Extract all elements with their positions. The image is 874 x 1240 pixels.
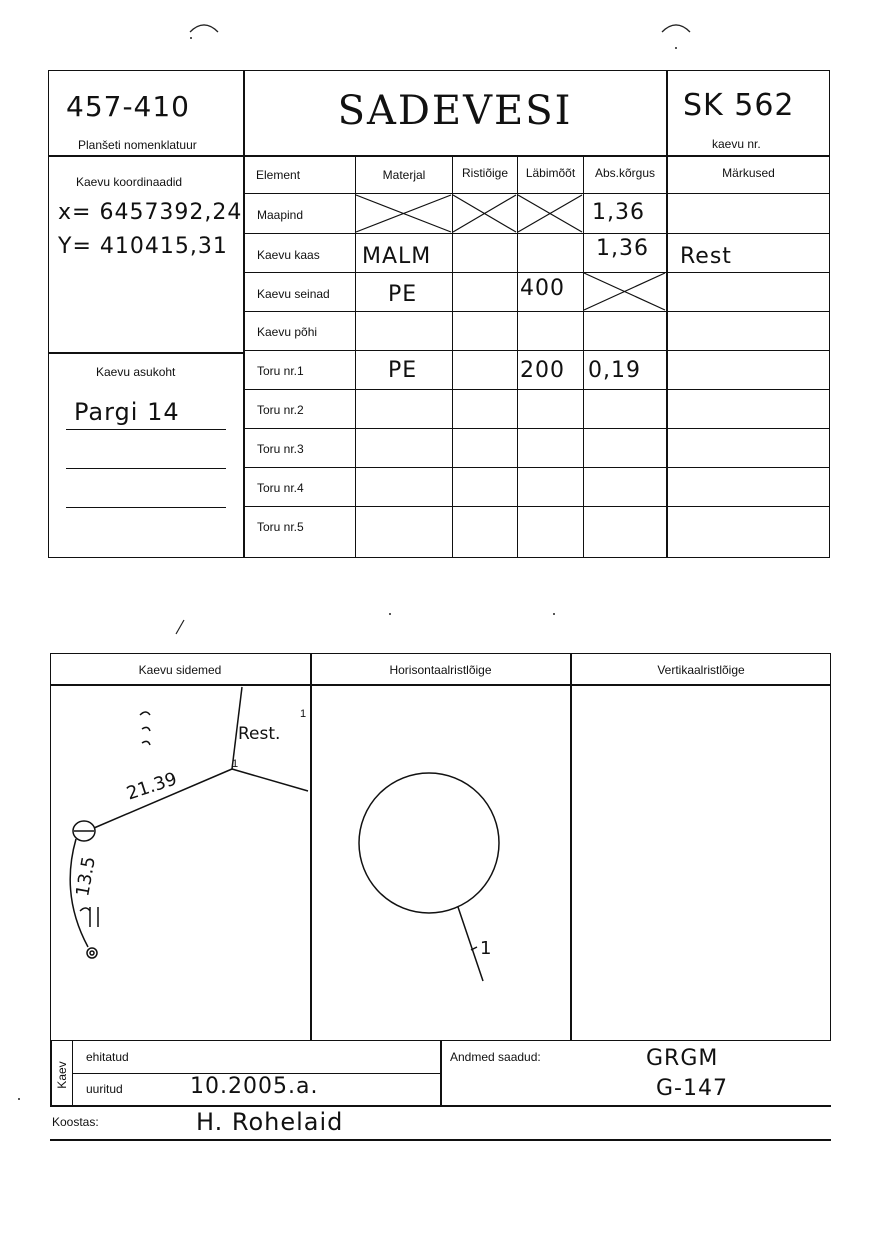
tie-distance-1: 21.39 (124, 768, 180, 805)
cover-material: MALM (362, 244, 432, 269)
location-label: Kaevu asukoht (96, 365, 176, 379)
row-label-pipe-5: Toru nr.5 (257, 520, 304, 534)
col-header-notes: Märkused (722, 166, 775, 180)
tie-small-1: 1 (300, 708, 307, 720)
well-number-value: SK 562 (683, 88, 795, 123)
row-label-pipe-3: Toru nr.3 (257, 442, 304, 456)
surveyed-value: 10.2005.a. (190, 1074, 319, 1099)
location-value: Pargi 14 (74, 398, 180, 426)
tie-small-2: 1 (232, 758, 239, 770)
ground-elevation: 1,36 (592, 200, 645, 225)
tie-distance-2: 13.5 (72, 854, 100, 899)
cover-notes: Rest (680, 244, 732, 269)
col-header-diameter: Läbimõõt (525, 166, 576, 180)
data-received-label: Andmed saadud: (450, 1050, 541, 1064)
compiled-label: Koostas: (52, 1115, 99, 1129)
col-header-element: Element (256, 168, 301, 182)
tie-corner-note: Rest. (238, 724, 281, 744)
compiled-value: H. Rohelaid (196, 1108, 344, 1136)
row-label-pipe-2: Toru nr.2 (257, 403, 304, 417)
crossed-cells (0, 0, 874, 560)
kaev-label: Kaev (55, 1061, 69, 1089)
pipe1-diameter: 200 (520, 358, 565, 383)
coordinate-x: x= 6457392,24 (58, 200, 243, 225)
cover-elevation: 1,36 (596, 236, 649, 261)
ties-label: Kaevu sidemed (138, 663, 222, 677)
well-number-label: kaevu nr. (712, 137, 761, 151)
data-received-value-2: G-147 (656, 1076, 728, 1101)
walls-diameter: 400 (520, 276, 565, 301)
col-header-elevation: Abs.kõrgus (594, 166, 656, 180)
col-header-material: Materjal (382, 168, 426, 182)
walls-material: PE (388, 282, 418, 307)
nomenclature-value: 457-410 (66, 90, 190, 123)
pipe1-elevation: 0,19 (588, 358, 641, 383)
stray-dot (18, 1098, 20, 1100)
pipe-number-label: 1 (480, 938, 492, 959)
horizontal-section-label: Horisontaalristlõige (389, 663, 492, 677)
built-label: ehitatud (86, 1050, 129, 1064)
horizontal-section-drawing (311, 685, 570, 1040)
row-label-ground: Maapind (257, 208, 304, 222)
data-received-value-1: GRGM (646, 1046, 719, 1071)
row-label-pipe-4: Toru nr.4 (257, 481, 304, 495)
pipe1-material: PE (388, 358, 418, 383)
nomenclature-label: Planšeti nomenklatuur (78, 138, 197, 152)
row-label-pipe-1: Toru nr.1 (257, 364, 304, 378)
surveyed-label: uuritud (86, 1082, 123, 1096)
page-title: SADEVESI (337, 88, 573, 134)
col-header-cross: Ristiõige (461, 166, 509, 180)
coordinate-y: Y= 410415,31 (58, 234, 228, 259)
vertical-section-label: Vertikaalristlõige (657, 663, 745, 677)
stray-marks (0, 600, 874, 640)
row-label-walls: Kaevu seinad (257, 287, 330, 301)
row-label-cover: Kaevu kaas (257, 248, 320, 262)
row-label-bottom: Kaevu põhi (257, 325, 318, 339)
coordinates-label: Kaevu koordinaadid (76, 175, 183, 189)
